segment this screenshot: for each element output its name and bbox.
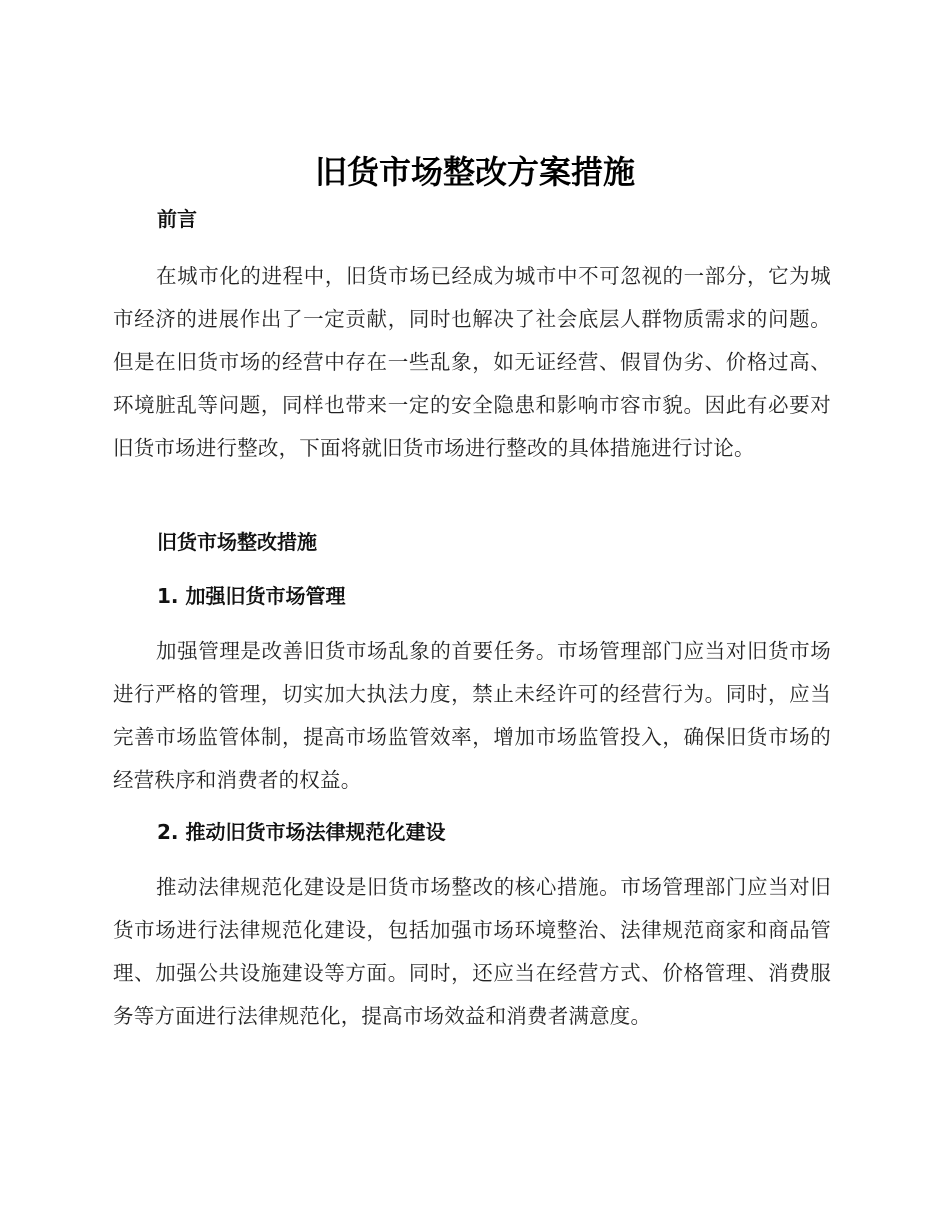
paragraph-preface: 在城市化的进程中，旧货市场已经成为城市中不可忽视的一部分，它为城市经济的进展作出了一定贡献，同时也解决了社会底层人群物质需求的问题。但是在旧货市场的经营中存在一些乱象，如无证经营、假冒伪劣、价格过高、环境脏乱等问题，同样也带来一定的安全隐患和影响市容市貌。因此有必要对旧货市场进行整改，下面将就旧货市场进行整改的具体措施进行讨论。	[113, 264, 831, 460]
section-heading-preface: 前言	[157, 207, 197, 231]
subsection-heading-2: 2. 推动旧货市场法律规范化建设	[157, 820, 446, 844]
document-title: 旧货市场整改方案措施	[314, 153, 635, 191]
paragraph-legal-standardization: 推动法律规范化建设是旧货市场整改的核心措施。市场管理部门应当对旧货市场进行法律规范化建设，包括加强市场环境整治、法律规范商家和商品管理、加强公共设施建设等方面。同时，还应当在经营方式、价格管理、消费服务等方面进行法律规范化，提高市场效益和消费者满意度。	[113, 875, 831, 1028]
section-heading-measures: 旧货市场整改措施	[157, 530, 317, 554]
subsection-heading-1: 1. 加强旧货市场管理	[157, 584, 346, 608]
paragraph-management: 加强管理是改善旧货市场乱象的首要任务。市场管理部门应当对旧货市场进行严格的管理，切实加大执法力度，禁止未经许可的经营行为。同时，应当完善市场监管体制，提高市场监管效率，增加市场监管投入，确保旧货市场的经营秩序和消费者的权益。	[113, 639, 831, 792]
